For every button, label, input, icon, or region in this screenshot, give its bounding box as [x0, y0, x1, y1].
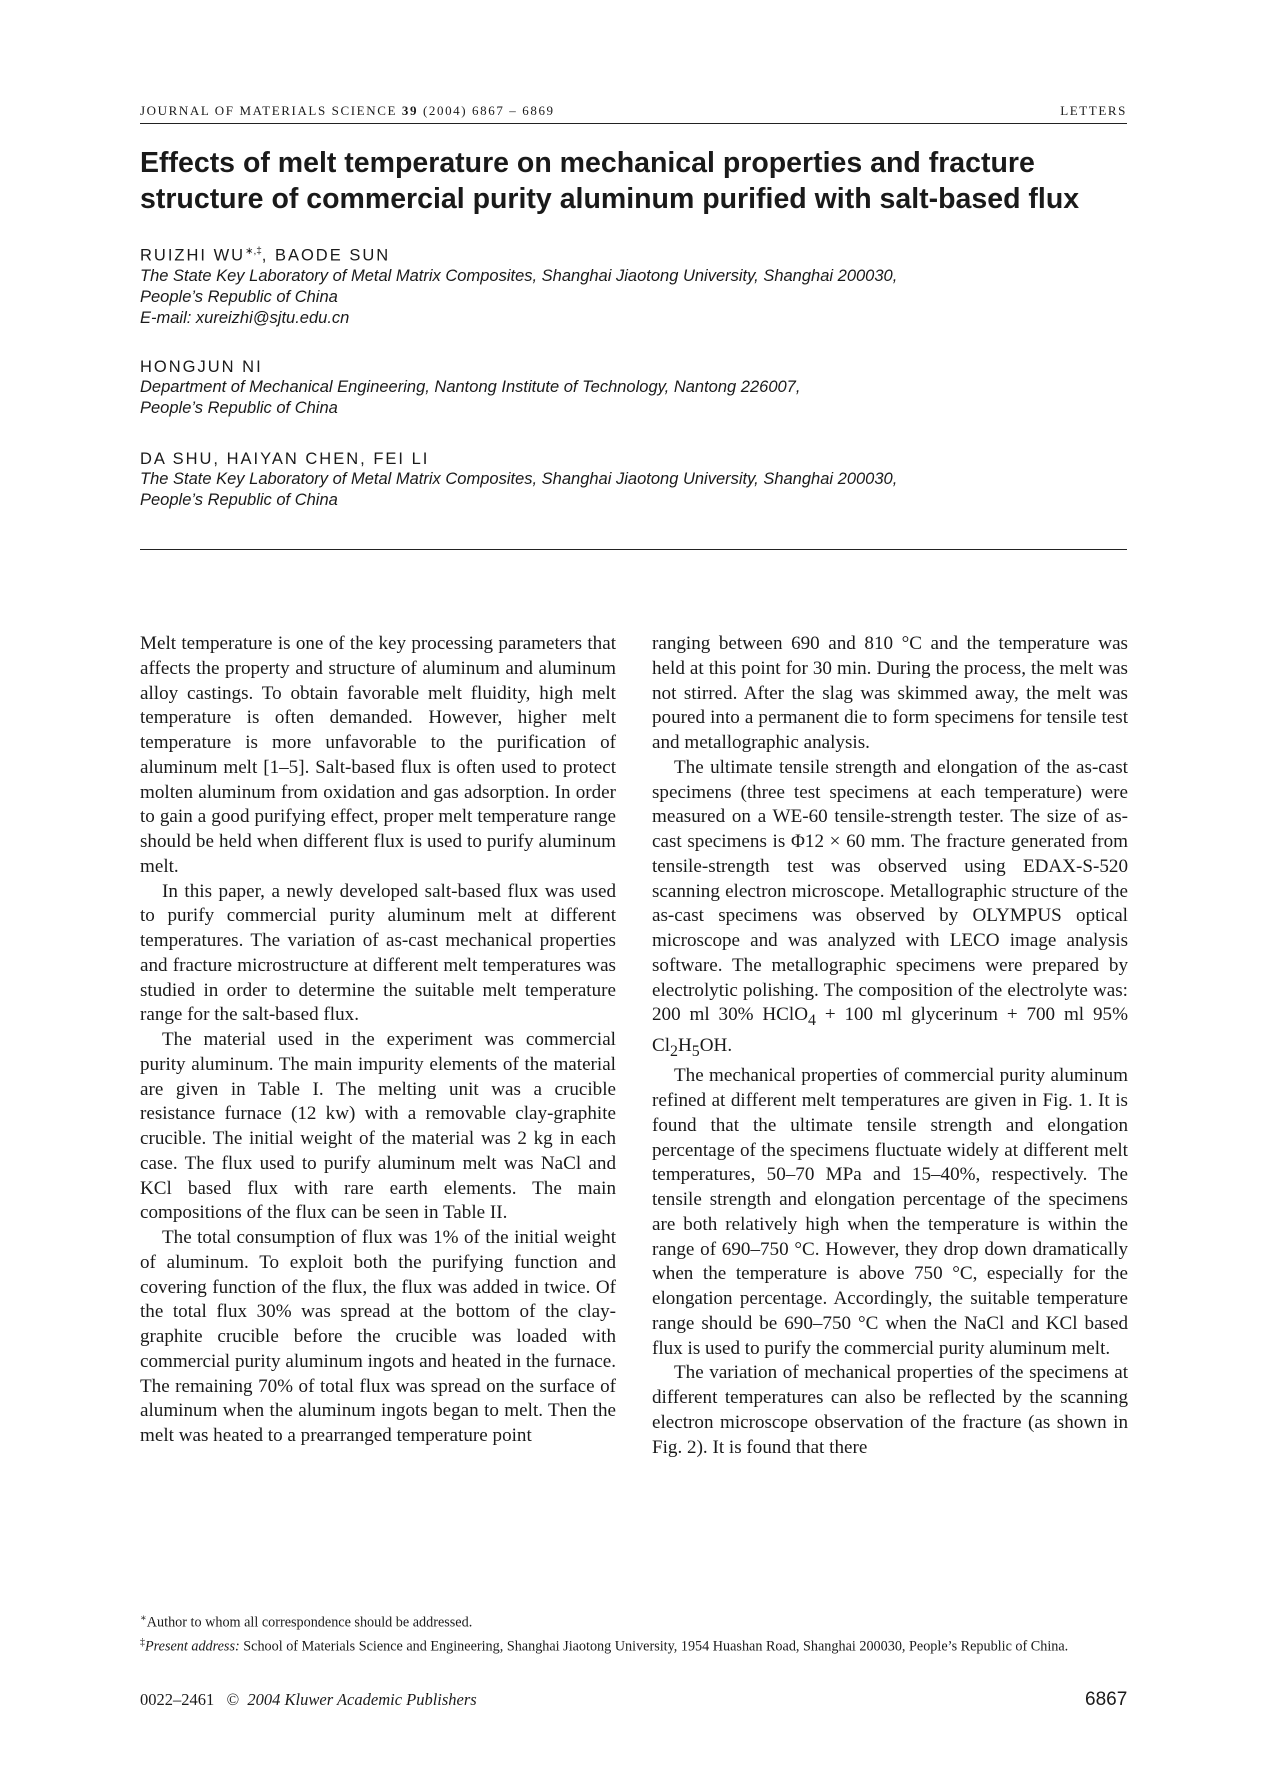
affiliation-country: People’s Republic of China: [140, 399, 338, 417]
title-line-1: Effects of melt temperature on mechanical properties and fracture: [140, 147, 1035, 179]
section-label: LETTERS: [1060, 103, 1127, 118]
right-column: [652, 632, 1128, 1460]
author-group-2: [140, 358, 1130, 419]
affiliation-line: Department of Mechanical Engineering, Nantong Institute of Technology, Nantong 226007,: [140, 378, 801, 396]
affiliation-line: The State Key Laboratory of Metal Matrix Composites, Shanghai Jiaotong University, Shanghai 200030,: [140, 266, 898, 285]
footnote-1: ∗Author to whom all correspondence should be addressed.: [140, 1613, 473, 1631]
journal-name: JOURNAL OF MATERIALS SCIENCE: [140, 103, 402, 118]
footnotes: [140, 1609, 1127, 1656]
front-matter-rule: [140, 549, 1127, 550]
author-marks: ∗,‡: [245, 246, 262, 257]
author-names: RUIZHI WU∗,‡, BAODE SUN: [140, 246, 391, 265]
page-number: 6867: [1085, 1689, 1128, 1710]
author-names: DA SHU, HAIYAN CHEN, FEI LI: [140, 450, 430, 468]
body-paragraph: The mechanical properties of commercial purity aluminum refined at different melt temperatures are given in Fig. 1. It is found that the ultimate tensile strength and elongation percentage of the specimens fluctuate widely at different melt temperatures, 50–70 MPa and 15–40%, respectively. The tensile strength and elongation percentage of the specimens are both relatively high when the temperature is within the range of 690–750 °C. However, they drop down dramatically when the temperature is above 750 °C, especially for the elongation percentage. Accordingly, the suitable temperature range should be 690–750 °C when the NaCl and KCl based flux is used to purify the commercial purity aluminum melt.: [652, 1065, 1128, 1359]
body-paragraph: In this paper, a newly developed salt-based flux was used to purify commercial purity aluminum melt at different temperatures. The variation of as-cast mechanical properties and fracture microstructure at different melt temperatures was studied in order to determine the suitable melt temperature range for the salt-based flux.: [140, 880, 616, 1026]
body-paragraph: The total consumption of flux was 1% of the initial weight of aluminum. To exploit both the purifying function and covering function of the flux, the flux was added in twice. Of the total flux 30% was spread at the bottom of the clay-graphite crucible before the crucible was loaded with commercial purity aluminum ingots and heated in the furnace. The remaining 70% of total flux was spread on the surface of aluminum when the aluminum ingots began to melt. Then the melt was heated to a prearranged temperature point: [140, 1227, 616, 1446]
publisher: 2004 Kluwer Academic Publishers: [247, 1690, 477, 1709]
journal-volume: 39: [401, 103, 419, 118]
affiliation-country: People’s Republic of China: [140, 287, 338, 306]
author-email: E-mail: xureizhi@sjtu.edu.cn: [140, 308, 350, 327]
body-paragraph: The ultimate tensile strength and elongation of the as-cast specimens (three test specimens at each temperature) were measured on a WE-60 tensile-strength tester. The size of as-cast specimens is Φ12 × 60 mm. The fracture generated from tensile-strength test was observed using EDAX-S-520 scanning electron microscope. Metallographic structure of the as-cast specimens was observed by OLYMPUS optical microscope and was analyzed with LECO image analysis software. The metallographic specimens were prepared by electrolytic polishing. The composition of the electrolyte was: 200 ml 30% HClO$_4$ + 100 ml glycerinum + 700 ml 95% $Cl_2H_5OH$.: [652, 756, 1128, 1060]
body-paragraph: Melt temperature is one of the key processing parameters that affects the property and structure of aluminum and aluminum alloy castings. To obtain favorable melt fluidity, high melt temperature is often demanded. However, higher melt temperature is more unfavorable to the purification of aluminum melt [1–5]. Salt-based flux is often used to protect molten aluminum from oxidation and gas adsorption. In order to gain a good purifying effect, proper melt temperature range should be held when different flux is used to purify aluminum melt.: [140, 633, 616, 877]
body-paragraph: ranging between 690 and 810 °C and the temperature was held at this point for 30 min. During the process, the melt was not stirred. After the slag was skimmed away, the melt was poured into a permanent die to form specimens for tensile test and metallographic analysis.: [652, 633, 1128, 753]
running-head: [140, 103, 1127, 119]
affiliation-line: The State Key Laboratory of Metal Matrix Composites, Shanghai Jiaotong University, Shanghai 200030,: [140, 470, 898, 488]
journal-year-pages: (2004) 6867 – 6869: [418, 103, 555, 118]
article-title: [140, 145, 1130, 217]
footer-issn: 0022–2461 © 2004 Kluwer Academic Publishers: [140, 1690, 477, 1709]
body-paragraph: The material used in the experiment was commercial purity aluminum. The main impurity elements of the material are given in Table I. The melting unit was a crucible resistance furnace (12 kw) with a removable clay-graphite crucible. The initial weight of the material was 2 kg in each case. The flux used to purify aluminum melt was NaCl and KCl based flux with rare earth elements. The main compositions of the flux can be seen in Table II.: [140, 1029, 616, 1224]
author-group-3: [140, 450, 1130, 511]
title-line-2: structure of commercial purity aluminum purified with salt-based flux: [140, 183, 1080, 215]
body-paragraph: The variation of mechanical properties of the specimens at different temperatures can also be reflected by the scanning electron microscope observation of the fracture (as shown in Fig. 2). It is found that there: [652, 1362, 1128, 1458]
copyright-symbol: ©: [226, 1690, 240, 1709]
header-rule: [140, 123, 1127, 124]
author-names: HONGJUN NI: [140, 358, 263, 376]
author-group-1: [140, 246, 1130, 329]
affiliation-country: People’s Republic of China: [140, 491, 338, 509]
left-column: [140, 632, 616, 1449]
footnote-2: ‡Present address: School of Materials Science and Engineering, Shanghai Jiaotong University, 1954 Huashan Road, Shanghai 200030, People’s Republic of China.: [140, 1636, 1069, 1655]
